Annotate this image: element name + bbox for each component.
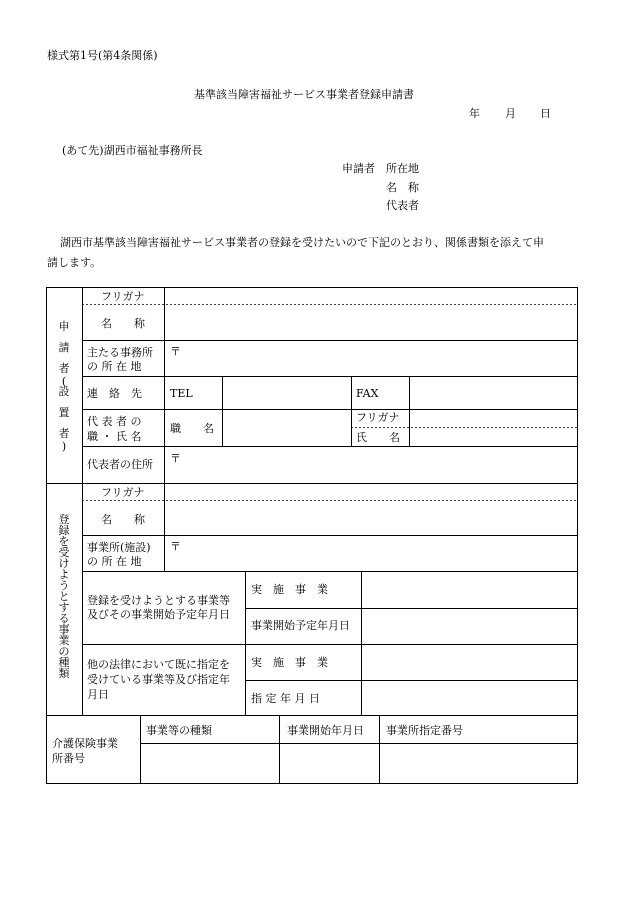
business-section-label: 登 録 を 受 け よ う と す る 事 業 の 種 類 <box>58 513 70 680</box>
start-planned-label: 事業開始予定年月日 <box>251 619 350 632</box>
name-label: 名 称 <box>101 317 145 330</box>
other-law-label-1: 他の法律において既に指定を <box>87 658 230 671</box>
rep-label-2: 職 ・ 氏 名 <box>87 430 142 443</box>
contact-label: 連 絡 先 <box>87 387 142 400</box>
main-office-label-1: 主たる事務所 <box>87 346 153 359</box>
col-start-header: 事業開始年月日 <box>287 724 364 737</box>
form-number: 様式第1号(第4条関係) <box>47 49 158 62</box>
rep-address-label: 代表者の住所 <box>87 458 153 471</box>
register-label-2: 及びその事業開始予定年月日 <box>87 608 230 621</box>
page-title: 基準該当障害福祉サービス事業者登録申請書 <box>194 88 414 101</box>
furigana-label: フリガナ <box>101 290 145 303</box>
impl-business-label-2: 実 施 事 業 <box>251 656 328 669</box>
office-label-1: 事業所(施設) <box>87 541 151 554</box>
applicant-rep-label: 代表者 <box>386 199 419 212</box>
postal-mark-3: 〒 <box>170 540 181 553</box>
postal-mark: 〒 <box>170 345 181 358</box>
full-name-label: 氏 名 <box>356 431 400 444</box>
care-insurance-label-1: 介護保険事業 <box>52 737 118 750</box>
applicant-address-label: 所在地 <box>386 162 419 175</box>
register-label-1: 登録を受けようとする事業等 <box>87 594 230 607</box>
main-office-label-2: の 所 在 地 <box>87 360 142 373</box>
fax-label: FAX <box>356 387 379 400</box>
title-label: 職 名 <box>170 422 214 435</box>
applicant-name-label: 名 称 <box>386 181 419 194</box>
other-law-label-2: 受けている事業等及び指定年 <box>87 673 230 686</box>
addressee: (あて先)湖西市福祉事務所長 <box>62 144 203 157</box>
other-law-label-3: 月日 <box>87 688 109 701</box>
col-number-header: 事業所指定番号 <box>386 724 463 737</box>
date-day: 日 <box>540 107 551 120</box>
impl-business-label: 実 施 事 業 <box>251 583 328 596</box>
postal-mark-2: 〒 <box>170 452 181 465</box>
applicant-section-label: 申 請 者 ( 設 置 者 ) <box>58 320 70 453</box>
furigana-label-3: フリガナ <box>101 486 145 499</box>
office-name-label: 名 称 <box>101 513 145 526</box>
col-type-header: 事業等の種類 <box>146 724 212 737</box>
tel-label: TEL <box>170 387 193 400</box>
care-insurance-label-2: 所番号 <box>52 752 85 765</box>
rep-label-1: 代 表 者 の <box>87 415 142 428</box>
date-year: 年 <box>469 107 480 120</box>
office-label-2: の 所 在 地 <box>87 555 142 568</box>
date-month: 月 <box>505 107 516 120</box>
designation-date-label: 指 定 年 月 日 <box>251 692 320 705</box>
furigana-label-2: フリガナ <box>356 411 400 424</box>
intro-line-2: 請します。 <box>47 256 102 269</box>
intro-line-1: 湖西市基準該当障害福祉サービス事業者の登録を受けたいので下記のとおり、関係書類を添えて申 <box>60 236 544 249</box>
applicant-label: 申請者 <box>342 162 375 175</box>
